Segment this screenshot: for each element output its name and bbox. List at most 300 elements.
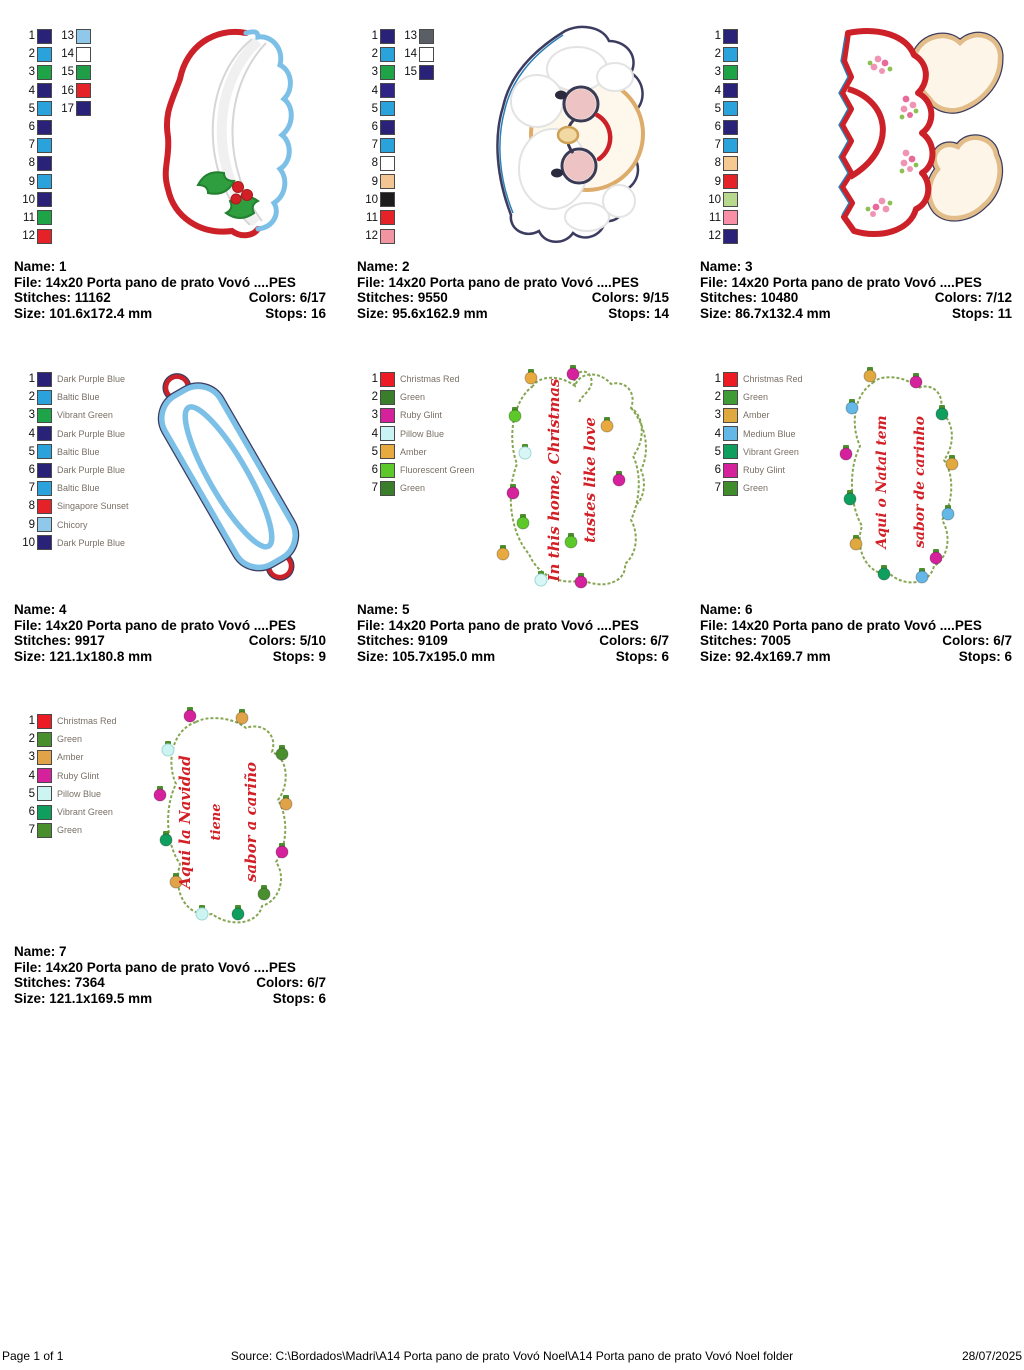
palette-entry (359, 63, 395, 81)
palette-entry (16, 785, 117, 803)
color-number: 5 (28, 787, 35, 800)
palette-entry (16, 443, 129, 461)
palette-entry (16, 803, 117, 821)
color-swatch (37, 229, 52, 244)
color-swatch (76, 65, 91, 80)
design-stitches: Stitches: 9550 (357, 290, 448, 305)
color-swatch (419, 29, 434, 44)
design-colors: Colors: 6/7 (942, 633, 1012, 648)
design-stitches: Stitches: 11162 (14, 290, 111, 305)
palette-entry (702, 191, 738, 209)
palette-entry (16, 479, 129, 497)
design-info-5 (357, 602, 669, 664)
palette-entry (398, 45, 434, 63)
color-number: 2 (371, 48, 378, 61)
color-number: 2 (371, 391, 378, 404)
color-name: Dark Purple Blue (57, 374, 126, 385)
palette-entry (16, 136, 52, 154)
color-number: 5 (714, 102, 721, 115)
palette-entry (16, 82, 52, 100)
color-number: 9 (28, 518, 35, 531)
color-number: 11 (23, 211, 35, 224)
palette-entry (16, 154, 52, 172)
design-colors: Colors: 6/17 (248, 290, 326, 305)
color-number: 15 (404, 66, 417, 79)
design-card-3 (700, 25, 1012, 325)
color-palette-4 (16, 370, 129, 552)
color-swatch (37, 174, 52, 189)
color-name: Dark Purple Blue (57, 428, 126, 439)
color-name: Christmas Red (400, 374, 460, 385)
palette-entry (55, 45, 91, 63)
palette-entry (359, 479, 475, 497)
design-info-7 (14, 944, 326, 1006)
color-number: 5 (28, 445, 35, 458)
design-file: File: 14x20 Porta pano de prato Vovó ....PES (14, 959, 296, 975)
color-swatch (723, 210, 738, 225)
color-number: 6 (371, 464, 378, 477)
design-colors: Colors: 6/7 (599, 633, 669, 648)
design-colors: Colors: 7/12 (934, 290, 1012, 305)
design-stitches: Stitches: 7005 (700, 633, 791, 648)
design-size: Size: 95.6x162.9 mm (357, 305, 488, 321)
color-number: 7 (28, 824, 35, 837)
palette-entry (702, 100, 738, 118)
design-5-art-text-line2: tastes like love (581, 417, 599, 543)
color-number: 9 (714, 175, 721, 188)
color-number: 9 (371, 175, 378, 188)
color-swatch (37, 463, 52, 478)
color-swatch (37, 192, 52, 207)
color-name: Medium Blue (743, 428, 796, 439)
design-name: Name: 1 (14, 259, 67, 274)
palette-entry (359, 136, 395, 154)
design-info-6 (700, 602, 1012, 664)
design-size: Size: 101.6x172.4 mm (14, 305, 153, 321)
color-name: Ruby Glint (743, 465, 786, 476)
color-swatch (380, 408, 395, 423)
color-name: Vibrant Green (57, 410, 113, 421)
color-name: Green (400, 392, 426, 403)
palette-entry (16, 406, 129, 424)
palette-entry (359, 425, 475, 443)
palette-entry (702, 136, 738, 154)
color-name: Dark Purple Blue (57, 465, 126, 476)
palette-entry (16, 118, 52, 136)
color-swatch (37, 444, 52, 459)
design-stitches: Stitches: 9109 (357, 633, 448, 648)
palette-entry (359, 45, 395, 63)
color-swatch (37, 138, 52, 153)
color-name: Amber (400, 446, 427, 457)
design-stops: Stops: 6 (615, 648, 669, 664)
color-number: 2 (28, 48, 35, 61)
color-palette-7 (16, 712, 117, 839)
color-swatch (723, 192, 738, 207)
color-swatch (380, 65, 395, 80)
design-file: File: 14x20 Porta pano de prato Vovó ....PES (357, 617, 639, 633)
color-name: Christmas Red (743, 374, 803, 385)
palette-entry (702, 82, 738, 100)
color-name: Green (400, 483, 426, 494)
palette-entry (55, 27, 91, 45)
color-number: 3 (371, 66, 378, 79)
design-colors: Colors: 9/15 (591, 290, 669, 305)
design-colors: Colors: 5/10 (248, 633, 326, 648)
color-swatch (723, 229, 738, 244)
color-swatch (37, 750, 52, 765)
design-info-1 (14, 259, 326, 321)
color-name: Chicory (57, 519, 88, 530)
palette-entry (16, 191, 52, 209)
color-swatch (76, 83, 91, 98)
color-swatch (380, 47, 395, 62)
design-file: File: 14x20 Porta pano de prato Vovó ....PES (14, 274, 296, 290)
palette-entry (16, 461, 129, 479)
palette-entry (359, 27, 395, 45)
design-file: File: 14x20 Porta pano de prato Vovó ....PES (700, 274, 982, 290)
palette-entry (359, 370, 475, 388)
color-number: 5 (371, 102, 378, 115)
palette-entry (55, 82, 91, 100)
color-swatch (723, 120, 738, 135)
design-name: Name: 3 (700, 259, 753, 274)
color-swatch (723, 101, 738, 116)
color-name: Amber (57, 752, 84, 763)
color-swatch (419, 47, 434, 62)
palette-entry (359, 461, 475, 479)
color-swatch (380, 174, 395, 189)
design-3-preview (818, 19, 1018, 254)
color-swatch (37, 120, 52, 135)
design-7-art-text-line2: tiene (209, 803, 224, 841)
color-number: 6 (714, 121, 721, 134)
color-number: 16 (61, 84, 74, 97)
color-number: 6 (714, 464, 721, 477)
design-card-5 (357, 368, 669, 668)
color-swatch (37, 732, 52, 747)
design-name: Name: 5 (357, 602, 410, 617)
color-swatch (723, 372, 738, 387)
color-number: 4 (28, 427, 35, 440)
design-stops: Stops: 6 (272, 990, 326, 1006)
color-number: 13 (404, 30, 417, 43)
color-name: Baltic Blue (57, 483, 100, 494)
palette-entry (702, 425, 803, 443)
design-size: Size: 121.1x180.8 mm (14, 648, 153, 664)
color-number: 14 (404, 48, 417, 61)
palette-entry (702, 154, 738, 172)
color-number: 12 (365, 230, 378, 243)
palette-entry (16, 730, 117, 748)
color-number: 5 (714, 445, 721, 458)
color-swatch (380, 229, 395, 244)
design-card-2 (357, 25, 669, 325)
color-swatch (76, 29, 91, 44)
color-number: 10 (22, 536, 35, 549)
palette-entry (702, 63, 738, 81)
palette-entry (359, 406, 475, 424)
design-stops: Stops: 6 (958, 648, 1012, 664)
color-name: Dark Purple Blue (57, 537, 126, 548)
color-number: 6 (28, 464, 35, 477)
color-swatch (37, 372, 52, 387)
design-info-3 (700, 259, 1012, 321)
color-number: 1 (371, 30, 378, 43)
design-card-4 (14, 368, 326, 668)
color-number: 14 (61, 48, 74, 61)
design-info-2 (357, 259, 669, 321)
color-swatch (380, 192, 395, 207)
color-swatch (37, 47, 52, 62)
design-colors: Colors: 6/7 (256, 975, 326, 990)
palette-entry (359, 191, 395, 209)
color-swatch (380, 83, 395, 98)
color-name: Vibrant Green (57, 807, 113, 818)
color-swatch (723, 444, 738, 459)
color-number: 13 (61, 30, 74, 43)
palette-entry (359, 82, 395, 100)
design-card-7 (14, 710, 326, 1010)
color-number: 10 (22, 193, 35, 206)
color-name: Amber (743, 410, 770, 421)
color-number: 4 (28, 769, 35, 782)
design-name: Name: 7 (14, 944, 67, 959)
design-7-preview (134, 702, 339, 947)
design-name: Name: 6 (700, 602, 753, 617)
color-number: 1 (28, 715, 35, 728)
design-file: File: 14x20 Porta pano de prato Vovó ....PES (700, 617, 982, 633)
color-number: 7 (28, 482, 35, 495)
palette-entry (55, 63, 91, 81)
design-name: Name: 2 (357, 259, 410, 274)
color-name: Ruby Glint (57, 770, 100, 781)
design-size: Size: 86.7x132.4 mm (700, 305, 831, 321)
color-number: 17 (61, 102, 74, 115)
color-swatch (723, 47, 738, 62)
color-name: Fluorescent Green (400, 465, 475, 476)
color-swatch (723, 426, 738, 441)
palette-entry (702, 209, 738, 227)
design-stops: Stops: 9 (272, 648, 326, 664)
palette-entry (702, 27, 738, 45)
color-swatch (380, 120, 395, 135)
color-number: 3 (28, 751, 35, 764)
color-swatch (380, 463, 395, 478)
palette-entry (359, 388, 475, 406)
palette-entry (359, 118, 395, 136)
color-swatch (37, 714, 52, 729)
color-number: 7 (371, 139, 378, 152)
palette-entry (16, 227, 52, 245)
color-name: Baltic Blue (57, 392, 100, 403)
color-swatch (37, 210, 52, 225)
color-name: Baltic Blue (57, 446, 100, 457)
palette-entry (398, 63, 434, 81)
palette-entry (16, 209, 52, 227)
color-number: 9 (28, 175, 35, 188)
color-palette-5 (359, 370, 475, 497)
color-number: 1 (714, 30, 721, 43)
design-name: Name: 4 (14, 602, 67, 617)
palette-entry (16, 100, 52, 118)
color-swatch (723, 174, 738, 189)
color-number: 1 (28, 30, 35, 43)
palette-entry (16, 45, 52, 63)
palette-entry (16, 516, 129, 534)
color-number: 11 (709, 211, 721, 224)
palette-entry (16, 534, 129, 552)
color-number: 8 (371, 157, 378, 170)
color-swatch (380, 390, 395, 405)
color-number: 6 (371, 121, 378, 134)
color-swatch (723, 408, 738, 423)
color-swatch (37, 786, 52, 801)
color-number: 2 (28, 391, 35, 404)
palette-entry (359, 209, 395, 227)
color-number: 7 (28, 139, 35, 152)
design-6-art-text-line1: Aqui o Natal tem (874, 415, 890, 549)
color-number: 8 (28, 157, 35, 170)
color-name: Ruby Glint (400, 410, 443, 421)
color-number: 3 (371, 409, 378, 422)
palette-entry (702, 406, 803, 424)
design-4-preview (136, 358, 321, 603)
color-swatch (380, 481, 395, 496)
color-swatch (723, 29, 738, 44)
color-number: 6 (28, 806, 35, 819)
palette-entry (16, 767, 117, 785)
palette-entry (398, 27, 434, 45)
design-file: File: 14x20 Porta pano de prato Vovó ....PES (14, 617, 296, 633)
palette-entry (702, 443, 803, 461)
color-swatch (37, 805, 52, 820)
color-swatch (419, 65, 434, 80)
design-stitches: Stitches: 7364 (14, 975, 105, 990)
palette-entry (16, 712, 117, 730)
color-swatch (37, 29, 52, 44)
color-swatch (37, 481, 52, 496)
color-name: Green (57, 825, 83, 836)
color-swatch (723, 65, 738, 80)
color-number: 4 (714, 427, 721, 440)
palette-entry (16, 27, 52, 45)
color-swatch (723, 138, 738, 153)
color-swatch (76, 101, 91, 116)
design-stops: Stops: 16 (265, 305, 326, 321)
design-5-preview (487, 358, 672, 603)
color-number: 11 (366, 211, 378, 224)
color-swatch (380, 101, 395, 116)
color-name: Green (57, 734, 83, 745)
color-number: 5 (371, 445, 378, 458)
palette-entry (359, 443, 475, 461)
color-number: 8 (714, 157, 721, 170)
color-swatch (723, 83, 738, 98)
design-7-art-text-line3: sabor a cariño (242, 761, 260, 883)
palette-entry (359, 173, 395, 191)
print-date: 28/07/2025 (961, 1349, 1022, 1363)
color-palette-2 (359, 27, 434, 245)
palette-entry (702, 479, 803, 497)
palette-entry (16, 425, 129, 443)
palette-entry (702, 45, 738, 63)
color-number: 4 (371, 427, 378, 440)
color-palette-3 (702, 27, 738, 245)
palette-entry (702, 227, 738, 245)
color-swatch (723, 156, 738, 171)
palette-entry (359, 227, 395, 245)
palette-entry (702, 173, 738, 191)
design-stitches: Stitches: 10480 (700, 290, 799, 305)
palette-entry (16, 173, 52, 191)
color-swatch (37, 426, 52, 441)
palette-entry (702, 118, 738, 136)
color-number: 7 (714, 139, 721, 152)
color-number: 1 (714, 373, 721, 386)
color-swatch (380, 372, 395, 387)
color-number: 15 (61, 66, 74, 79)
color-swatch (37, 408, 52, 423)
color-swatch (380, 426, 395, 441)
design-card-1 (14, 25, 326, 325)
page-number: Page 1 of 1 (2, 1349, 64, 1363)
color-number: 3 (714, 409, 721, 422)
palette-entry (16, 63, 52, 81)
color-name: Green (743, 392, 769, 403)
palette-entry (702, 388, 803, 406)
palette-entry (16, 370, 129, 388)
color-swatch (380, 210, 395, 225)
color-name: Vibrant Green (743, 446, 799, 457)
design-6-art-text-line2: sabor de carinho (912, 416, 928, 548)
design-stitches: Stitches: 9917 (14, 633, 105, 648)
color-swatch (37, 768, 52, 783)
color-name: Pillow Blue (400, 428, 445, 439)
design-size: Size: 92.4x169.7 mm (700, 648, 831, 664)
palette-entry (16, 748, 117, 766)
design-info-4 (14, 602, 326, 664)
color-swatch (380, 444, 395, 459)
color-swatch (37, 101, 52, 116)
color-swatch (37, 390, 52, 405)
design-7-art-text-line1: Aqui la Navidad (176, 755, 194, 889)
color-name: Pillow Blue (57, 788, 102, 799)
color-swatch (723, 463, 738, 478)
color-swatch (37, 156, 52, 171)
color-number: 4 (371, 84, 378, 97)
palette-entry (359, 154, 395, 172)
palette-entry (16, 821, 117, 839)
color-swatch (37, 535, 52, 550)
color-number: 7 (714, 482, 721, 495)
design-1-preview (134, 17, 319, 257)
color-number: 10 (365, 193, 378, 206)
color-number: 1 (371, 373, 378, 386)
color-name: Green (743, 483, 769, 494)
design-size: Size: 105.7x195.0 mm (357, 648, 496, 664)
color-swatch (37, 83, 52, 98)
palette-entry (16, 388, 129, 406)
color-number: 5 (28, 102, 35, 115)
color-number: 1 (28, 373, 35, 386)
design-size: Size: 121.1x169.5 mm (14, 990, 153, 1006)
color-swatch (723, 390, 738, 405)
design-stops: Stops: 11 (951, 305, 1012, 321)
palette-entry (55, 100, 91, 118)
color-number: 12 (708, 230, 721, 243)
palette-entry (359, 100, 395, 118)
